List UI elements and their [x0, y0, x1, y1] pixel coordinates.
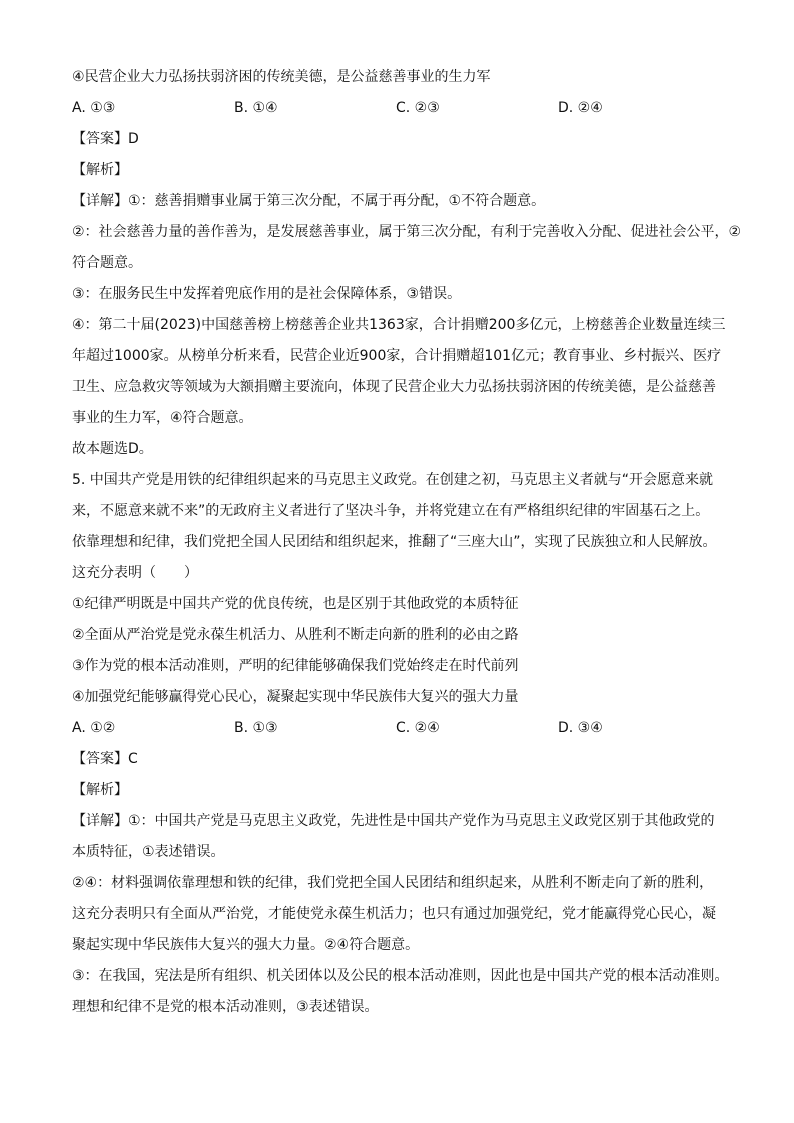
- q5-stem-line: 依靠理想和纪律，我们党把全国人民团结和组织起来，推翻了“三座大山”，实现了民族独立和人民解放。: [72, 534, 717, 550]
- q5-statement-3: ③作为党的根本活动准则，严明的纪律能够确保我们党始终走在时代前列: [72, 658, 519, 674]
- q4-answer: 【答案】D: [72, 131, 139, 147]
- q4-explanation-line: 符合题意。: [72, 255, 142, 271]
- q5-option-b: B. ①③: [234, 720, 278, 736]
- q4-explanation-line: 卫生、应急救灾等领域为大额捐赠主要流向，体现了民营企业大力弘扬扶弱济困的传统美德，是公益慈善: [72, 379, 716, 395]
- q5-explanation-line: 【详解】①：中国共产党是马克思主义政党，先进性是中国共产党作为马克思主义政党区别于其他政党的: [72, 813, 715, 829]
- q5-explanation-line: 本质特征，①表述错误。: [72, 844, 225, 860]
- q5-explanation-line: 这充分表明只有全面从严治党，才能使党永葆生机活力；也只有通过加强党纪，党才能赢得党心民心，凝: [72, 906, 716, 922]
- q4-explanation-line: 【详解】①：慈善捐赠事业属于第三次分配，不属于再分配，①不符合题意。: [72, 193, 546, 209]
- q5-stem-line: 这充分表明（ ）: [72, 565, 198, 581]
- q4-option-d: D. ②④: [558, 100, 603, 116]
- q4-option-c: C. ②③: [396, 100, 440, 116]
- q5-option-d: D. ③④: [558, 720, 603, 736]
- q4-analysis-heading: 【解析】: [72, 162, 128, 178]
- q5-option-a: A. ①②: [72, 720, 116, 736]
- q5-stem-line: 来，不愿意来就不来”的无政府主义者进行了坚决斗争，并将党建立在有严格组织纪律的牢固基石之上。: [72, 503, 710, 519]
- q4-explanation-line: ③：在服务民生中发挥着兜底作用的是社会保障体系，③错误。: [72, 286, 462, 302]
- q4-explanation-line: 事业的生力军，④符合题意。: [72, 410, 253, 426]
- document-page: [72, 62, 762, 1023]
- q5-statement-2: ②全面从严治党是党永葆生机活力、从胜利不断走向新的胜利的必由之路: [72, 627, 519, 643]
- q4-option-b: B. ①④: [234, 100, 278, 116]
- q4-statement-4: ④民营企业大力弘扬扶弱济困的传统美德，是公益慈善事业的生力军: [72, 69, 491, 85]
- q5-statement-1: ①纪律严明既是中国共产党的优良传统，也是区别于其他政党的本质特征: [72, 596, 519, 612]
- q5-explanation-line: 理想和纪律不是党的根本活动准则，③表述错误。: [72, 999, 379, 1015]
- q5-stem-line: 5. 中国共产党是用铁的纪律组织起来的马克思主义政党。在创建之初，马克思主义者就与“开会愿意来就: [72, 472, 714, 488]
- q4-explanation-line: 年超过1000家。从榜单分析来看，民营企业近900家，合计捐赠超101亿元；教育事业、乡村振兴、医疗: [72, 348, 722, 364]
- q5-explanation-line: 聚起实现中华民族伟大复兴的强大力量。②④符合题意。: [72, 937, 420, 953]
- q4-explanation-line: ④：第二十届(2023)中国慈善榜上榜慈善企业共1363家，合计捐赠200多亿元，上榜慈善企业数量连续三: [72, 317, 726, 333]
- q5-options: [72, 713, 762, 744]
- q5-statement-4: ④加强党纪能够赢得党心民心，凝聚起实现中华民族伟大复兴的强大力量: [72, 689, 519, 705]
- q5-analysis-heading: 【解析】: [72, 782, 128, 798]
- q4-explanation-line: ②：社会慈善力量的善作善为，是发展慈善事业，属于第三次分配，有利于完善收入分配、促进社会公平，②: [72, 224, 742, 240]
- q5-explanation-line: ②④：材料强调依靠理想和铁的纪律，我们党把全国人民团结和组织起来，从胜利不断走向了新的胜利，: [72, 875, 714, 891]
- q4-options: [72, 93, 762, 124]
- q4-conclusion: 故本题选D。: [72, 441, 153, 457]
- q5-option-c: C. ②④: [396, 720, 440, 736]
- q5-answer: 【答案】C: [72, 751, 138, 767]
- q5-explanation-line: ③：在我国，宪法是所有组织、机关团体以及公民的根本活动准则，因此也是中国共产党的根本活动准则。: [72, 968, 729, 984]
- q4-option-a: A. ①③: [72, 100, 116, 116]
